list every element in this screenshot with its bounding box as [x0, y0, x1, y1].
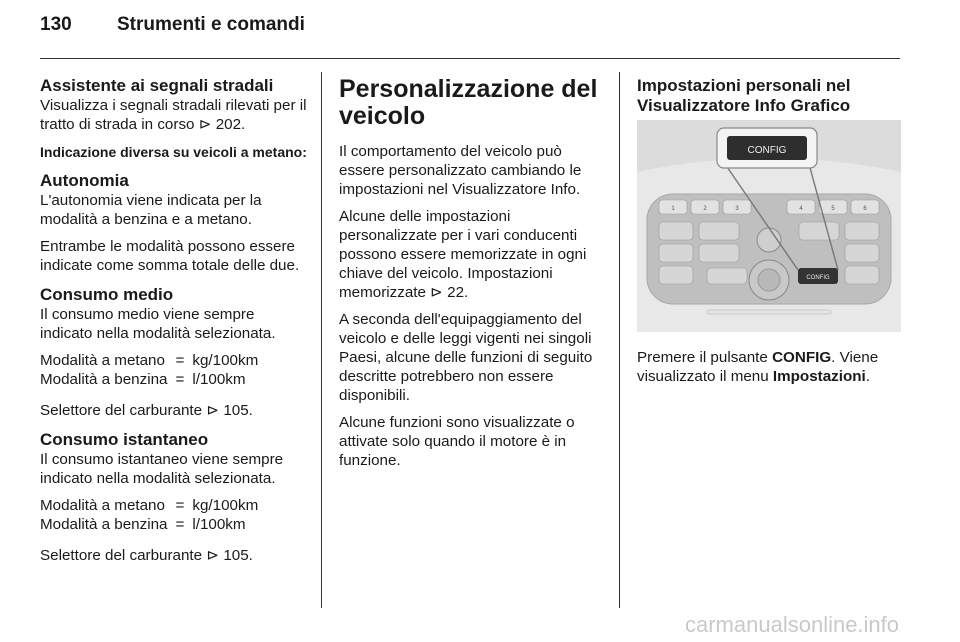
cross-reference: Selettore del carburante ⊳ 105. — [40, 547, 253, 564]
key-number: 1 — [671, 206, 675, 212]
column-divider — [321, 72, 322, 608]
ref-icon: ⊳ — [198, 116, 212, 133]
mode-table — [40, 351, 258, 389]
ref-icon: ⊳ — [206, 547, 220, 564]
column-1 — [40, 76, 308, 575]
section-title: Autonomia — [40, 171, 129, 190]
section-title: Consumo medio — [40, 285, 174, 304]
section-text: Il consumo medio viene sempre indicato nella modalità selezionata. — [40, 306, 276, 342]
cross-reference: Selettore del carburante ⊳ 105. — [40, 402, 253, 419]
button-name: CONFIG — [772, 349, 832, 366]
section-title: Impostazioni personali nel Visualizzatore Info Grafico — [637, 76, 851, 115]
table-row: Modalità a metano = kg/100km — [40, 497, 259, 514]
section-text: Alcune delle impostazioni personalizzate per i vari conducenti possono essere memorizzate in ogni chiave del veicolo. Impostazioni memorizzate ⊳ 22. — [339, 208, 587, 301]
section-avg-consumption — [40, 285, 308, 420]
chapter-title: Strumenti e comandi — [117, 14, 305, 35]
section-range — [40, 171, 308, 275]
key-number: 3 — [735, 206, 739, 212]
column-2 — [339, 76, 606, 478]
table-row: Modalità a benzina = l/100km — [40, 371, 246, 388]
column-divider — [619, 72, 620, 608]
section-title: Assistente ai segnali stradali — [40, 76, 274, 95]
section-title: Consumo istantaneo — [40, 430, 209, 449]
column-3 — [637, 76, 901, 394]
page-number: 130 — [40, 14, 72, 35]
section-text: Visualizza i segnali stradali rilevati per il tratto di strada in corso ⊳ 202. — [40, 97, 307, 133]
ref-icon: ⊳ — [430, 284, 443, 301]
header-rule — [40, 58, 900, 59]
mode-table — [40, 496, 258, 534]
section-text: Entrambe le modalità possono essere indicate come somma totale delle due. — [40, 238, 300, 274]
menu-name: Impostazioni — [772, 368, 866, 385]
key-number: 4 — [799, 206, 803, 212]
instruction-text: Premere il pulsante CONFIG. Viene visualizzato il menu Impostazioni. — [637, 349, 879, 385]
section-text: Alcune funzioni sono visualizzate o attivate solo quando il motore è in funzione. — [339, 414, 575, 469]
table-row: Modalità a benzina = l/100km — [40, 516, 246, 533]
cng-note: Indicazione diversa su veicoli a metano: — [40, 144, 307, 160]
key-number: 5 — [831, 206, 835, 212]
config-zoom-label: CONFIG — [747, 145, 787, 156]
section-text: Il comportamento del veicolo può essere personalizzato cambiando le impostazioni nel Visualizzatore Info. — [339, 143, 582, 198]
control-panel-photo — [637, 120, 901, 332]
section-title: Personalizzazione del veicolo — [339, 75, 598, 130]
key-number: 6 — [863, 206, 867, 212]
section-traffic-signs — [40, 76, 308, 134]
table-row: Modalità a metano = kg/100km — [40, 352, 259, 369]
section-text: L'autonomia viene indicata per la modalità a benzina e a metano. — [40, 192, 262, 228]
ref-icon: ⊳ — [206, 402, 220, 419]
watermark: carmanualsonline.info — [685, 612, 900, 637]
section-text: A seconda dell'equipaggiamento del veicolo e delle leggi vigenti nei singoli Paesi, alcune delle funzioni di seguito descritte potrebbero non essere disponibili. — [339, 311, 593, 404]
section-instant-consumption — [40, 430, 308, 565]
section-text: Il consumo istantaneo viene sempre indicato nella modalità selezionata. — [40, 451, 284, 487]
key-number: 2 — [703, 206, 707, 212]
page-ref: 202. — [215, 116, 246, 133]
config-button-label: CONFIG — [806, 275, 830, 281]
